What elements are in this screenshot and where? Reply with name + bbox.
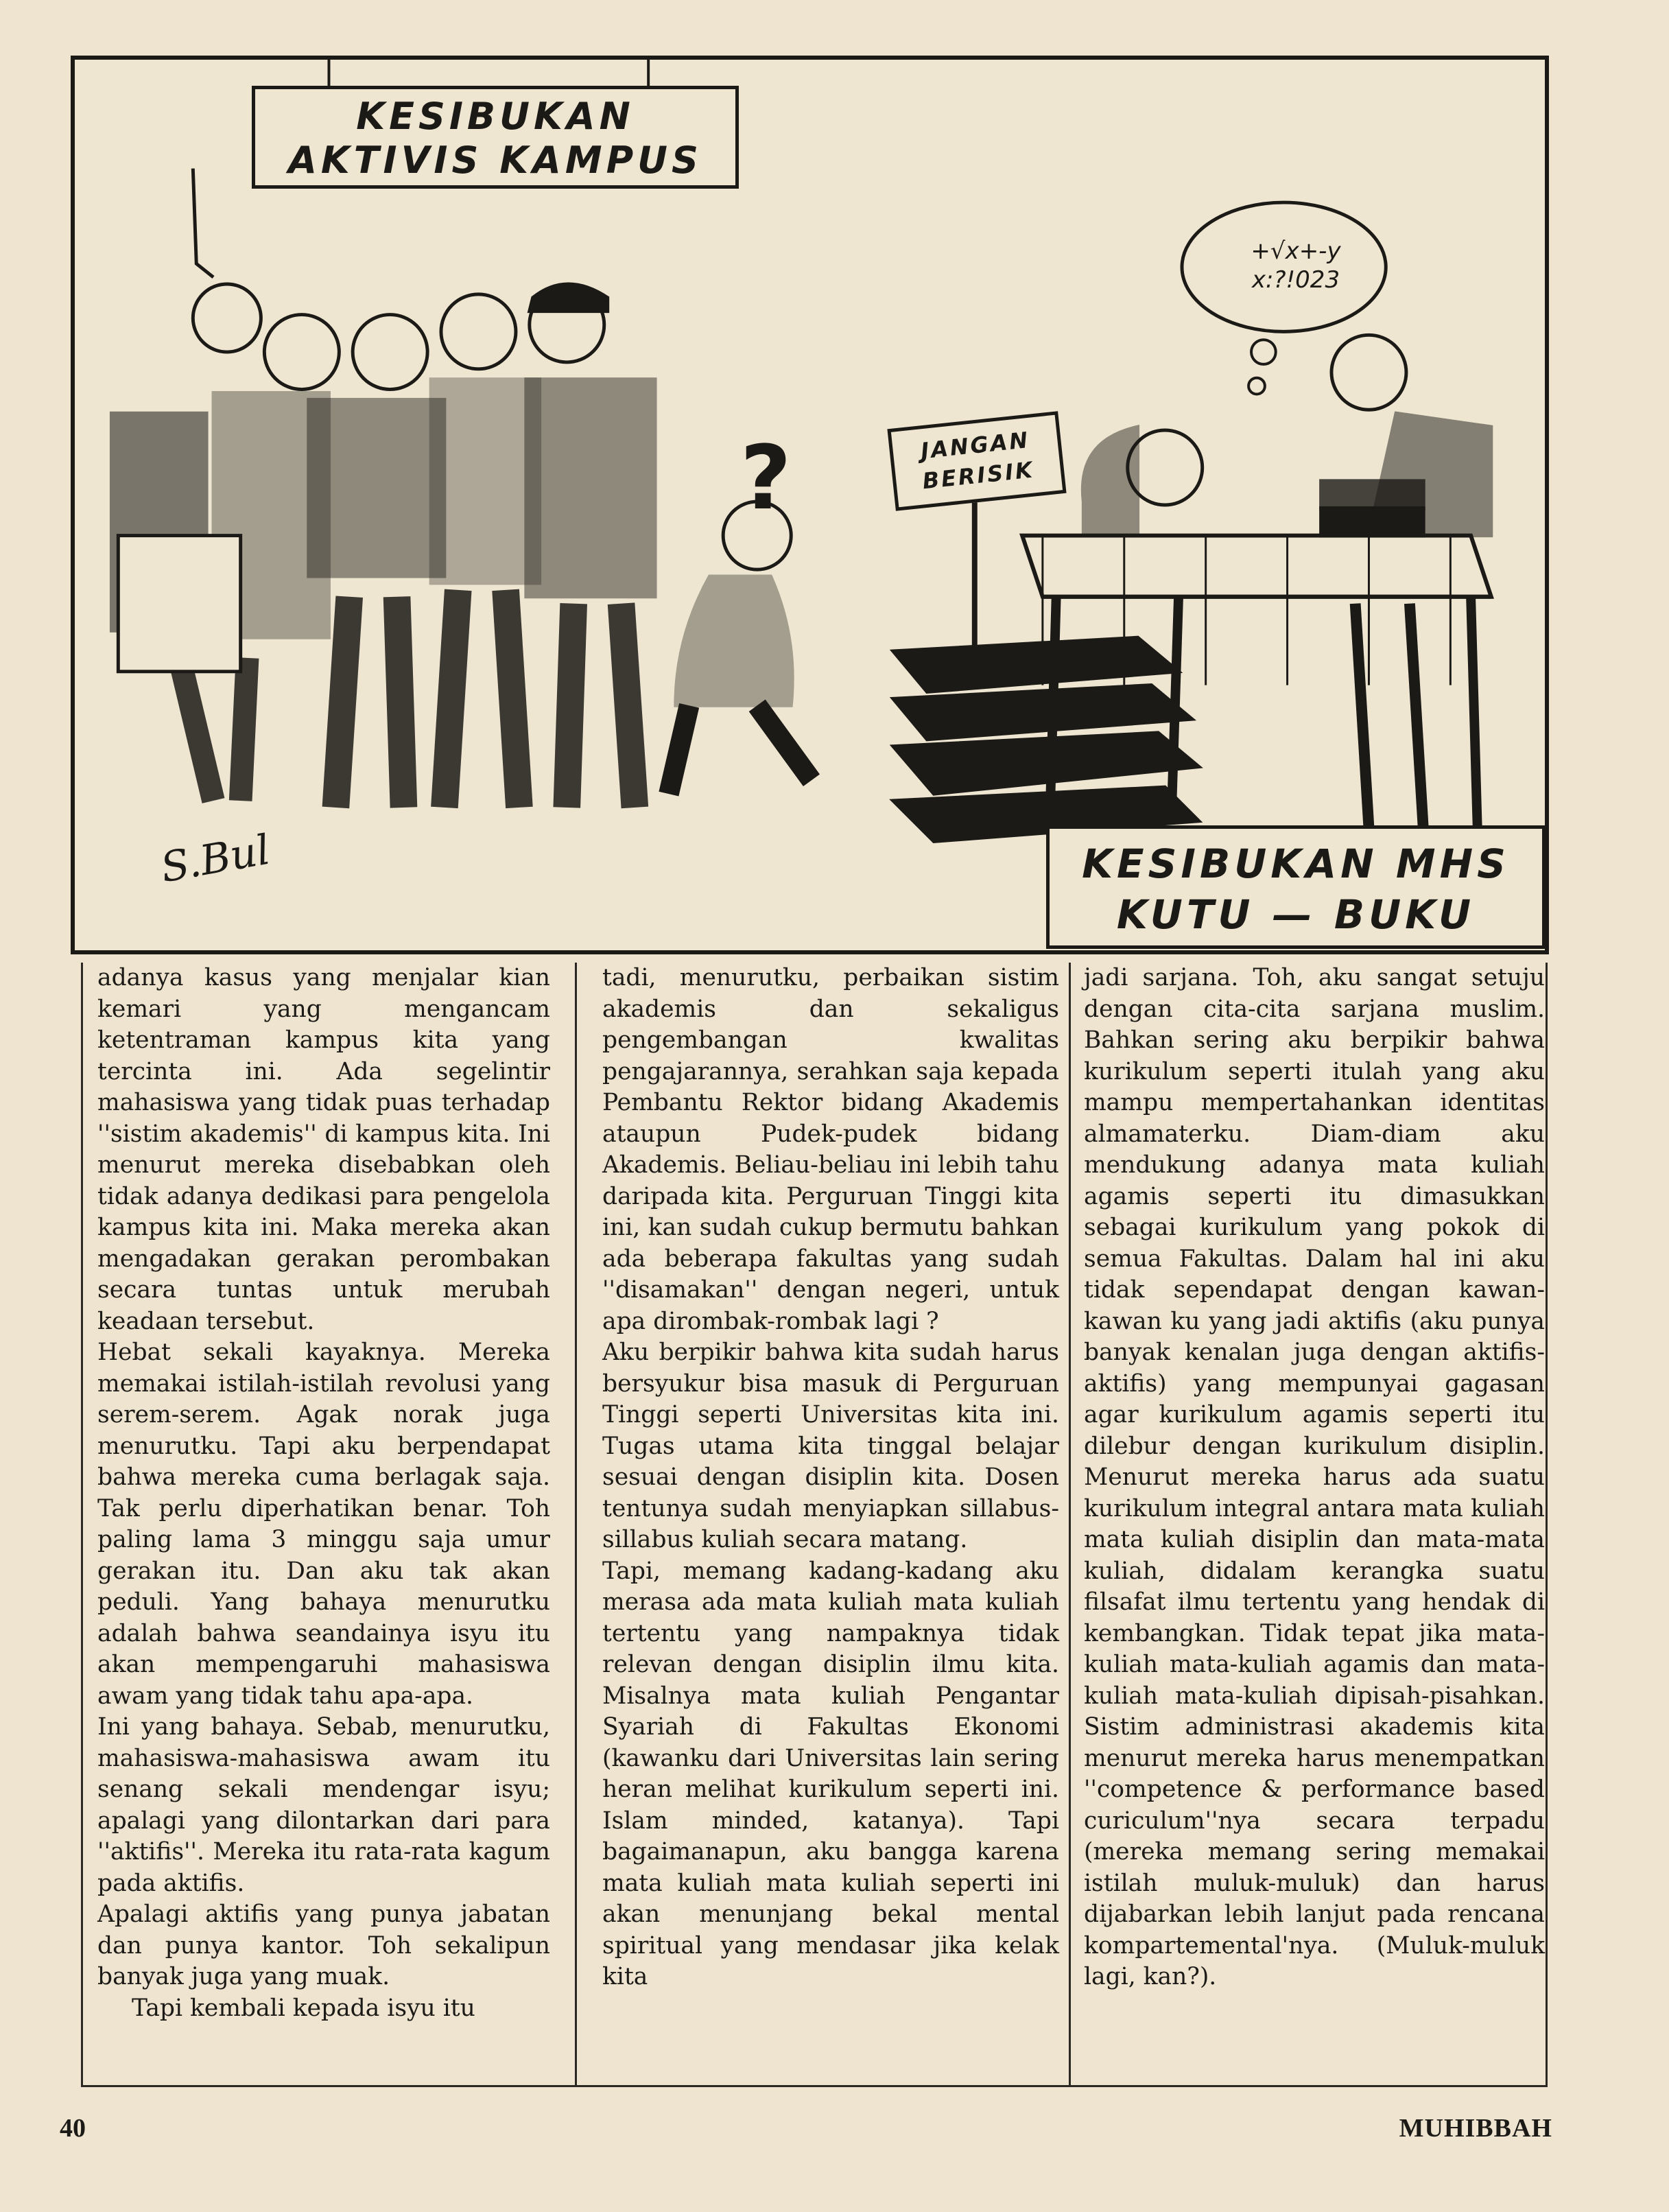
student-group <box>111 169 655 808</box>
paragraph: Aku berpikir bahwa kita sudah harus bersyukur bisa masuk di Perguruan Tinggi seperti Universitas kita ini. Tugas utama kita tinggal belajar sesuai dengan disiplin kita. Dosen tentunya sudah menyiapkan sillabus-sillabus kuliah secara matang. <box>602 1339 1059 1553</box>
paragraph: Apalagi aktifis yang punya jabatan dan punya kantor. Toh sekalipun banyak juga yang muak. <box>97 1901 550 1990</box>
column-rule <box>1546 963 1548 2085</box>
column-rule <box>81 963 83 2085</box>
paragraph: Ini yang bahaya. Sebab, menurutku, mahasiswa-mahasiswa awam itu senang sekali mendengar isyu; apalagi yang dilontarkan dari para ''aktifis''. Mereka itu rata-rata kagum pada aktifis. <box>97 1713 550 1897</box>
sign-small-line-1: JANGAN <box>919 426 1031 464</box>
sign-bottom-line-1: KESIBUKAN MHS <box>1082 840 1510 887</box>
article-body <box>81 963 1548 2088</box>
paragraph: adanya kasus yang menjalar kian kemari yang mengancam ketentraman kampus kita yang tercinta ini. Ada segelintir mahasiswa yang tidak puas terhadap ''sistim akademis'' di kampus kita. Ini menurut mereka disebabkan oleh tidak adanya dedikasi para pengelola kampus kita ini. Maka mereka akan mengadakan gerakan perombakan secara tuntas untuk merubah keadaan tersebut. <box>97 964 550 1335</box>
article-column-1 <box>97 963 550 2085</box>
sign-small-line-2: BERISIK <box>921 456 1036 495</box>
sign-kutu-buku <box>1046 825 1546 949</box>
question-mark: ? <box>739 426 792 530</box>
paragraph: Hebat sekali kayaknya. Mereka memakai istilah-istilah revolusi yang serem-serem. Agak norak juga menurutku. Tapi aku berpendapat bahwa mereka cuma berlagak saja. Tak perlu diperhatikan benar. Toh paling lama 3 minggu saja umur gerakan itu. Dan aku tak akan peduli. Yang bahaya menurutku adalah bahwa seandainya isyu itu akan mempengaruhi mahasiswa awam yang tidak tahu apa-apa. <box>97 1339 550 1710</box>
artist-signature: S.Bul <box>157 825 274 893</box>
thought-line-2: x:?!023 <box>1251 266 1340 294</box>
article-column-2 <box>602 963 1059 2085</box>
paragraph: tadi, menurutku, perbaikan sistim akademis dan sekaligus pengembangan kwalitas pengajarannya, serahkan saja kepada Pembantu Rektor bidang Akademis ataupun Pudek-pudek bidang Akademis. Beliau-beliau ini lebih tahu daripada kita. Perguruan Tinggi kita ini, kan sudah cukup bermutu bahkan ada beberapa fakultas yang sudah ''disamakan'' dengan negeri, untuk apa dirombak-rombak lagi ? <box>602 964 1059 1335</box>
paragraph: Tapi kembali kepada isyu itu <box>132 1994 475 2022</box>
cartoon-illustration <box>71 56 1549 954</box>
paragraph: Tapi, memang kadang-kadang aku merasa ada mata kuliah mata kuliah tertentu yang nampaknya tidak relevan dengan disiplin ilmu kita. Misalnya mata kuliah Pengantar Syariah di Fakultas Ekonomi (kawanku dari Universitas lain sering heran melihat kurikulum seperti ini. Islam minded, katanya). Tapi bagaimanapun, aku bangga karena mata kuliah mata kuliah seperti ini akan menunjang bekal mental spiritual yang mendasar jika kelak kita <box>602 1557 1059 1990</box>
sign-bottom-line-2: KUTU — BUKU <box>1116 891 1476 938</box>
column-rule <box>575 963 577 2085</box>
bottom-rule <box>81 2085 1548 2087</box>
confused-student <box>669 502 812 794</box>
thought-bubble-text <box>1200 217 1392 334</box>
page-number: 40 <box>60 2114 86 2143</box>
sign-aktivis-kampus <box>252 86 739 189</box>
thought-line-1: +√x+-y <box>1251 237 1341 265</box>
article-column-3 <box>1084 963 1545 2085</box>
column-rule <box>1069 963 1071 2085</box>
cartoon-drawing <box>75 60 1545 950</box>
paragraph: jadi sarjana. Toh, aku sangat setuju dengan cita-cita sarjana muslim. Bahkan sering aku berpikir bahwa kurikulum seperti itulah yang aku mampu mempertahankan identitas almamaterku. Diam-diam aku mendukung adanya mata kuliah agamis seperti itu dimasukkan sebagai kurikulum yang pokok di semua Fakultas. Dalam hal ini aku tidak sependapat dengan kawan-kawan ku yang jadi aktifis (aku punya banyak kenalan juga dengan aktifis-aktifis) yang mempunyai gagasan agar kurikulum agamis seperti itu dilebur dengan kurikulum disiplin. Menurut mereka harus ada suatu kurikulum integral antara mata kuliah mata kuliah disiplin dan mata-mata kuliah, didalam kerangka suatu filsafat ilmu tertentu yang hendak di kembangkan. Tidak tepat jika mata-kuliah mata-kuliah agamis dan mata-kuliah mata-kuliah dipisah-pisahkan. Sistim administrasi akademis kita menurut mereka harus menempatkan ''competence & performance based curiculum''nya secara terpadu (mereka memang sering memakai istilah muluk-muluk) dan harus dijabarkan lebih lanjut pada rencana kompartemental'nya. (Muluk-muluk lagi, kan?). <box>1084 964 1545 1990</box>
sign-top-line-2: AKTIVIS KAMPUS <box>288 139 702 182</box>
magazine-name: MUHIBBAH <box>1399 2114 1552 2143</box>
sign-top-line-1: KESIBUKAN <box>356 95 635 138</box>
